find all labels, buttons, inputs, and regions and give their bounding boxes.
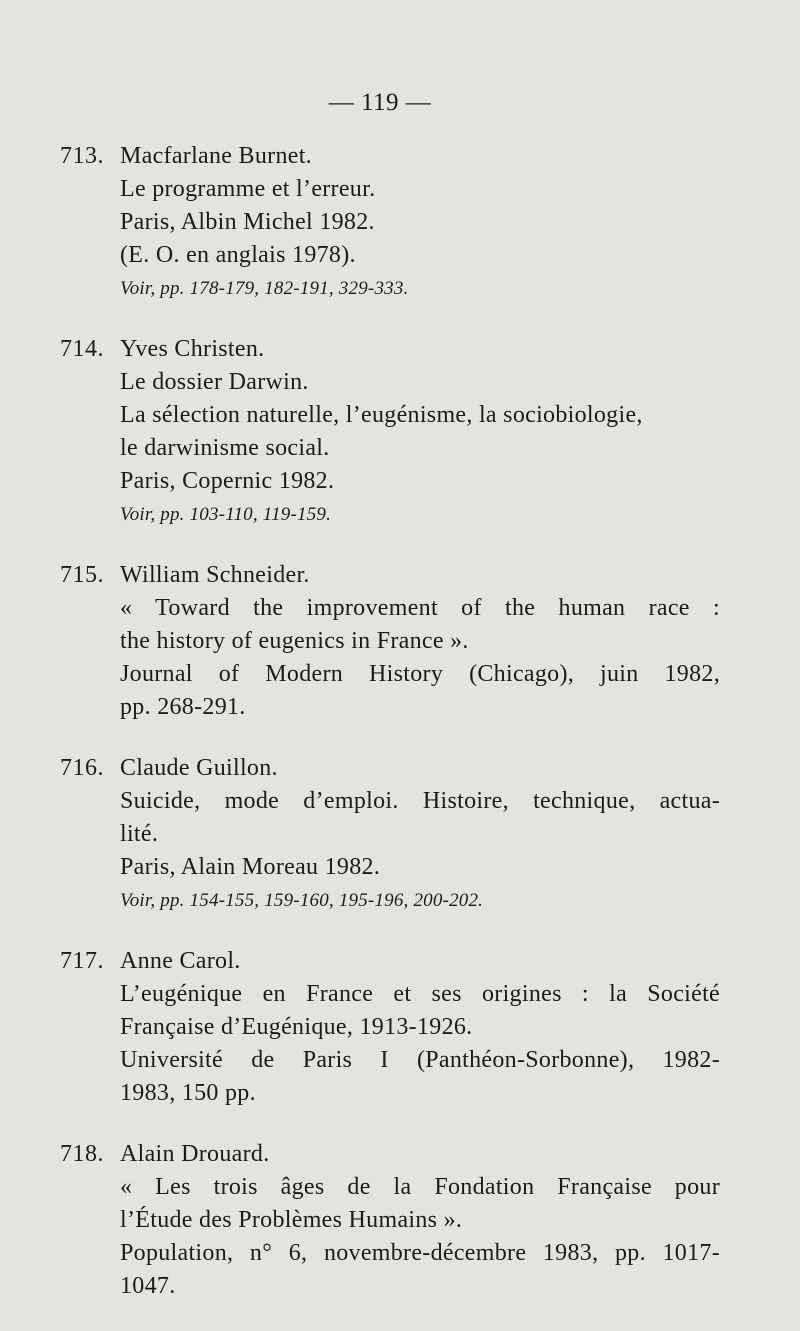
entry-line: lité.	[120, 821, 159, 847]
entry-line: Paris, Alain Moreau 1982.	[120, 854, 381, 880]
entry-number: 717.	[60, 948, 104, 974]
entry-line: Université de Paris I (Panthéon-Sorbonne), 1982-	[120, 1047, 720, 1073]
entry-line: Journal of Modern History (Chicago), juin 1982,	[120, 661, 720, 687]
bibliography-entry	[60, 140, 720, 305]
entry-page-reference: Voir, pp. 154-155, 159-160, 195-196, 200-202.	[120, 890, 484, 911]
entry-body	[120, 140, 720, 305]
entry-page-reference: Voir, pp. 103-110, 119-159.	[120, 504, 332, 525]
entry-author: Macfarlane Burnet.	[120, 143, 312, 169]
entry-number: 715.	[60, 562, 104, 588]
entry-line: Le dossier Darwin.	[120, 369, 309, 395]
entry-body	[120, 945, 720, 1110]
entry-page-reference: Voir, pp. 178-179, 182-191, 329-333.	[120, 278, 409, 299]
bibliography-entry	[60, 1138, 720, 1303]
bibliography-entry	[60, 559, 720, 724]
bibliography-entry	[60, 333, 720, 531]
entry-body	[120, 1138, 720, 1303]
entry-body	[120, 333, 720, 531]
entry-line: Population, n° 6, novembre-décembre 1983, pp. 1017-	[120, 1240, 720, 1266]
entry-line: Le programme et l’erreur.	[120, 176, 376, 202]
entry-line: 1047.	[120, 1273, 176, 1299]
entry-author: Anne Carol.	[120, 948, 241, 974]
entry-author: William Schneider.	[120, 562, 310, 588]
entry-author: Claude Guillon.	[120, 755, 278, 781]
entry-line: the history of eugenics in France ».	[120, 628, 469, 654]
entry-number: 713.	[60, 143, 104, 169]
entry-number: 718.	[60, 1141, 104, 1167]
entry-body	[120, 752, 720, 917]
entry-line: « Toward the improvement of the human race :	[120, 595, 720, 621]
entry-line: Suicide, mode d’emploi. Histoire, technique, actua-	[120, 788, 720, 814]
entry-line: L’eugénique en France et ses origines : la Société	[120, 981, 720, 1007]
entry-line: La sélection naturelle, l’eugénisme, la sociobiologie,	[120, 402, 643, 428]
bibliography-entry	[60, 945, 720, 1110]
entry-line: (E. O. en anglais 1978).	[120, 242, 356, 268]
entry-number: 716.	[60, 755, 104, 781]
entry-line: le darwinisme social.	[120, 435, 330, 461]
entry-author: Alain Drouard.	[120, 1141, 270, 1167]
entry-number: 714.	[60, 336, 104, 362]
entry-line: « Les trois âges de la Fondation Française pour	[120, 1174, 720, 1200]
page-number: — 119 —	[328, 89, 432, 116]
entry-line: Française d’Eugénique, 1913-1926.	[120, 1014, 473, 1040]
entry-line: l’Étude des Problèmes Humains ».	[120, 1207, 463, 1233]
entry-line: pp. 268-291.	[120, 694, 246, 720]
entry-line: Paris, Copernic 1982.	[120, 468, 335, 494]
entry-line: Paris, Albin Michel 1982.	[120, 209, 375, 235]
entry-author: Yves Christen.	[120, 336, 265, 362]
entry-body	[120, 559, 720, 724]
bibliography-list	[60, 140, 720, 1331]
entry-line: 1983, 150 pp.	[120, 1080, 256, 1106]
bibliography-entry	[60, 752, 720, 917]
